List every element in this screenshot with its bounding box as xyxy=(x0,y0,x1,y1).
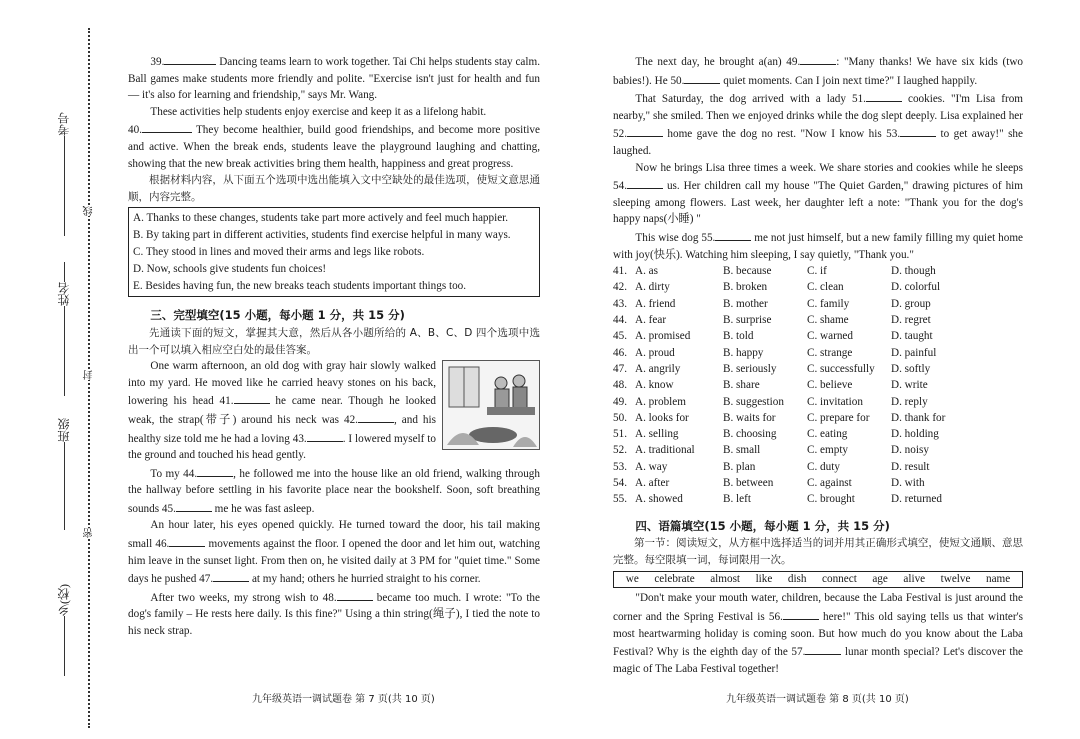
answer-blank-49 xyxy=(800,52,836,65)
choice-b: B. told xyxy=(723,330,754,343)
story-paragraph-5 xyxy=(613,52,1023,89)
choice-b: B. waits for xyxy=(723,411,776,424)
choice-b: B. seriously xyxy=(723,362,777,375)
answer-blank-43 xyxy=(307,429,343,442)
question-number: 53. xyxy=(613,460,627,473)
option-d: D. Now, schools give students fun choices! xyxy=(133,263,327,276)
question-row xyxy=(613,279,1023,295)
story-paragraph-2 xyxy=(128,464,540,518)
question-options-table xyxy=(613,263,1023,507)
word-bank-item: alive xyxy=(903,573,926,586)
choice-d: D. with xyxy=(891,476,925,489)
choice-d: D. noisy xyxy=(891,444,929,457)
question-row xyxy=(613,312,1023,328)
word-bank-item: age xyxy=(872,573,888,586)
footer-page-7: 九年级英语一调试题卷 第 7 页(共 10 页) xyxy=(252,694,435,705)
answer-blank-45 xyxy=(176,499,212,512)
name-line-top xyxy=(64,262,65,282)
exam-number-label: 考号 xyxy=(57,112,71,136)
story-paragraph-4 xyxy=(128,588,540,640)
option-b: B. By taking part in different activities, students find exercise helpful in many ways. xyxy=(133,229,511,242)
answer-blank-54 xyxy=(627,176,663,189)
choice-a: A. after xyxy=(635,476,670,489)
options-box xyxy=(128,207,540,297)
question-row xyxy=(613,442,1023,458)
section-4-title-text: 四、语篇填空(15 小题，每小题 1 分，共 15 分) xyxy=(635,518,890,533)
story-p1-text-b: he came near. Though he looked weak, the strap(带子) around his neck was 42. xyxy=(128,395,436,426)
section-3-title xyxy=(128,307,540,325)
cloze-story xyxy=(128,358,540,640)
laba-text-c: lunar month special? Let's discover the magic of The Laba Festival together! xyxy=(613,646,1024,675)
q40-number: 40. xyxy=(128,124,142,137)
story-p6-text-d: to get away!" she laughed. xyxy=(613,128,1023,157)
choice-d: D. returned xyxy=(891,493,942,506)
question-row xyxy=(613,491,1023,507)
story-p1-text-c: , and his healthy size told me he had a loving 43. xyxy=(128,413,436,445)
choice-a: A. way xyxy=(635,460,668,473)
answer-blank-39 xyxy=(164,52,216,65)
question-row xyxy=(613,296,1023,312)
choice-b: B. surprise xyxy=(723,314,772,327)
name-label: 姓名 xyxy=(57,282,71,306)
answer-blank-41 xyxy=(234,391,270,404)
laba-paragraph xyxy=(613,590,1023,677)
answer-blank-42 xyxy=(358,410,394,423)
paragraph-40-text: They become healthier, build good friendships, and become more positive and active. When the break ends, students leave the playground laughing and chatting, showing that the new break activities bring them health, happiness and great progress. xyxy=(128,124,540,170)
word-bank-box xyxy=(613,571,1023,588)
word-bank-item: name xyxy=(986,573,1011,586)
question-row xyxy=(613,475,1023,491)
section-3-instruction: 先通读下面的短文，掌握其大意，然后从各小题所给的 A、B、C、D 四个选项中选出一个可以填入相应空白处的最佳答案。 xyxy=(128,326,540,356)
choice-d: D. result xyxy=(891,460,930,473)
word-bank-item: connect xyxy=(822,573,857,586)
story-p3-text-a: An hour later, his eyes opened quickly. He turned toward the door, his tail making small 46. xyxy=(128,519,540,551)
choice-d: D. holding xyxy=(891,428,939,441)
choice-a: A. looks for xyxy=(635,411,689,424)
question-number: 51. xyxy=(613,428,627,441)
choice-d: D. write xyxy=(891,379,928,392)
choice-c: C. successfully xyxy=(807,362,875,375)
choice-d: D. softly xyxy=(891,362,931,375)
answer-blank-50 xyxy=(684,71,720,84)
choice-b: B. plan xyxy=(723,460,756,473)
choice-c: C. prepare for xyxy=(807,411,870,424)
answer-blank-56 xyxy=(783,607,819,620)
page-8-column xyxy=(613,52,1023,677)
choice-d: D. colorful xyxy=(891,281,941,294)
word-bank-item: celebrate xyxy=(654,573,695,586)
choice-b: B. because xyxy=(723,265,772,278)
story-p6-text-c: home gave the dog no rest. "Now I know his 53. xyxy=(662,128,901,141)
question-row xyxy=(613,263,1023,279)
story-p1-text-d: . I lowered myself to the ground and touched his head gently. xyxy=(128,432,436,462)
question-number: 47. xyxy=(613,362,627,375)
story-p5-text-a: The next day, he brought a(an) 49. xyxy=(635,56,801,68)
answer-blank-47 xyxy=(213,569,249,582)
answer-blank-52 xyxy=(627,124,663,137)
option-a: A. Thanks to these changes, students take part more actively and feel much happier. xyxy=(133,212,509,225)
seal-char-seal: 封 xyxy=(84,370,95,380)
story-paragraph-6 xyxy=(613,89,1023,159)
choice-c: C. believe xyxy=(807,379,853,392)
question-number: 44. xyxy=(613,314,627,327)
choice-b: B. mother xyxy=(723,297,768,310)
paragraph-39-text: Dancing teams learn to work together. Tai Chi helps students stay calm. Ball games make students more friendly and polite. "Exercise isn't just for health and fun — it's also for learning and friendship," says Mr. Wang. xyxy=(128,56,540,102)
choice-c: C. empty xyxy=(807,444,849,457)
answer-blank-57 xyxy=(805,642,841,655)
school-field xyxy=(54,584,74,676)
section-4-title xyxy=(613,518,1023,536)
word-bank-item: almost xyxy=(710,573,741,586)
story-p4-text-b: became too much. I wrote: "To the dog's family – He rests here daily. Is this fine?" Using a thin string(绳子), I tied the note to his neck strap. xyxy=(128,591,540,638)
answer-blank-46 xyxy=(169,534,205,547)
paragraph-39 xyxy=(128,52,540,104)
choice-a: A. as xyxy=(635,265,658,278)
binding-margin xyxy=(0,0,118,739)
choice-c: C. against xyxy=(807,476,852,489)
section-4-instruction: 第一节：阅读短文，从方框中选择适当的词并用其正确形式填空，使短文通顺、意思完整。每空限填一词，每词限用一次。 xyxy=(613,537,1023,566)
answer-blank-48 xyxy=(337,588,373,601)
question-row xyxy=(613,426,1023,442)
story-p2-text-c: me he was fast asleep. xyxy=(211,502,315,515)
question-number: 45. xyxy=(613,330,627,343)
choice-c: C. clean xyxy=(807,281,844,294)
choice-a: A. friend xyxy=(635,297,676,310)
choice-c: C. shame xyxy=(807,314,849,327)
story-p2-text-a: To my 44. xyxy=(150,467,198,480)
choice-c: C. if xyxy=(807,265,827,278)
question-row xyxy=(613,459,1023,475)
answer-blank-51 xyxy=(866,89,902,102)
question-number: 49. xyxy=(613,395,627,408)
choice-b: B. broken xyxy=(723,281,768,294)
story-p1-text-a: One warm afternoon, an old dog with gray hair slowly walked into my yard. He moved like he carried heavy stones on his back, lowering his head 41. xyxy=(128,360,436,408)
choice-a: A. angrily xyxy=(635,362,681,375)
story-p6-text-a: That Saturday, the dog arrived with a lady 51. xyxy=(635,93,866,106)
answer-blank-44 xyxy=(197,464,233,477)
question-row xyxy=(613,410,1023,426)
question-row xyxy=(613,361,1023,377)
answer-blank-55 xyxy=(715,228,751,241)
choice-d: D. group xyxy=(891,297,931,310)
choice-d: D. painful xyxy=(891,346,937,359)
choice-b: B. left xyxy=(723,493,751,506)
section-3-title-text: 三、完型填空(15 小题，每小题 1 分，共 15 分) xyxy=(150,308,405,323)
choice-a: A. fear xyxy=(635,314,667,327)
choice-c: C. duty xyxy=(807,460,840,473)
question-row xyxy=(613,328,1023,344)
answer-blank-40 xyxy=(142,120,192,133)
choice-c: C. invitation xyxy=(807,395,863,408)
story-p6-text-b: cookies. "I'm Lisa from nearby," she smiled. Then we enjoyed drinks while the dog slept deeply. Lisa explained her 52. xyxy=(613,93,1023,141)
choice-a: A. promised xyxy=(635,330,691,343)
question-number: 48. xyxy=(613,379,627,392)
seal-char-line: 线 xyxy=(84,206,95,216)
choice-a: A. problem xyxy=(635,395,686,408)
school-label: 乡(校) xyxy=(57,584,71,616)
story-p7-text-b: us. Her children call my house "The Quiet Garden," drawing pictures of him sleeping among flowers. Last week, her daughter left a note: "Thank you for the dog's happy naps(小睡) " xyxy=(613,180,1023,226)
choice-a: A. dirty xyxy=(635,281,670,294)
page-7-column xyxy=(128,52,540,640)
name-field xyxy=(54,262,74,396)
exam-number-field xyxy=(54,112,74,236)
story-p2-text-b: , he followed me into the house like an old friend, walking through the hallway before settling in his favorite place near the bookshelf. Soon, soft breathing sounds 45. xyxy=(128,467,540,515)
word-bank-item: twelve xyxy=(940,573,971,586)
laba-text-a: "Don't make your mouth water, children, because the Laba Festival is just around the corner and the Spring Festival is 56. xyxy=(613,592,1023,623)
choice-c: C. brought xyxy=(807,493,855,506)
question-number: 42. xyxy=(613,281,627,294)
choice-b: B. small xyxy=(723,444,761,457)
paragraph-40 xyxy=(128,120,540,172)
story-p4-text-a: After two weeks, my strong wish to 48. xyxy=(150,591,337,604)
choice-a: A. proud xyxy=(635,346,675,359)
story-paragraph-7 xyxy=(613,160,1023,228)
question-number: 52. xyxy=(613,444,627,457)
exam-number-line xyxy=(64,136,65,236)
choice-d: D. thank for xyxy=(891,411,946,424)
word-bank-item: we xyxy=(625,573,639,586)
question-number: 46. xyxy=(613,346,627,359)
choice-d: D. though xyxy=(891,265,936,278)
question-number: 43. xyxy=(613,297,627,310)
choice-b: B. happy xyxy=(723,346,764,359)
choice-b: B. suggestion xyxy=(723,395,784,408)
reading-instruction: 根据材料内容，从下面五个选项中选出能填入文中空缺处的最佳选项，使短文意思通顺，内容完整。 xyxy=(128,174,540,203)
paragraph-habit: These activities help students enjoy exercise and keep it as a lifelong habit. xyxy=(150,105,487,118)
option-e: E. Besides having fun, the new breaks teach students important things too. xyxy=(133,280,467,293)
question-row xyxy=(613,394,1023,410)
q39-number: 39. xyxy=(150,56,165,68)
question-row xyxy=(613,345,1023,361)
story-p5-text-b: : "Many thanks! We have six kids (two babies!). He 50. xyxy=(613,56,1024,87)
choice-a: A. traditional xyxy=(635,444,695,457)
seal-char-secret: 密 xyxy=(84,528,95,538)
question-number: 54. xyxy=(613,476,627,489)
choice-c: C. strange xyxy=(807,346,853,359)
story-p3-text-b: movements against the floor. I opened the door and let him out, watching him leave in the sunset light. From then on, he visited daily at 3 PM for "quiet time." Some days he pushed 47. xyxy=(128,538,540,586)
story-illustration xyxy=(442,360,540,450)
class-line xyxy=(64,442,65,530)
question-row xyxy=(613,377,1023,393)
word-bank-item: dish xyxy=(787,573,807,586)
name-line xyxy=(64,306,65,396)
school-line xyxy=(64,616,65,676)
choice-d: D. taught xyxy=(891,330,933,343)
choice-a: A. selling xyxy=(635,428,679,441)
choice-d: D. reply xyxy=(891,395,928,408)
class-label: 班级 xyxy=(57,418,71,442)
question-number: 55. xyxy=(613,493,627,506)
story-p3-text-c: at my hand; others he hurried straight to his corner. xyxy=(249,573,481,586)
choice-a: A. know xyxy=(635,379,674,392)
choice-c: C. warned xyxy=(807,330,853,343)
story-paragraph-8 xyxy=(613,228,1023,263)
story-p5-text-c: quiet moments. Can I join next time?" I laughed happily. xyxy=(720,74,978,87)
question-number: 41. xyxy=(613,265,627,278)
question-number: 50. xyxy=(613,411,627,424)
choice-c: C. eating xyxy=(807,428,848,441)
choice-b: B. choosing xyxy=(723,428,777,441)
answer-blank-53 xyxy=(900,124,936,137)
choice-a: A. showed xyxy=(635,493,683,506)
story-p7-text-a: Now he brings Lisa three times a week. We share stories and cookies while he sleeps 54. xyxy=(613,161,1023,193)
choice-d: D. regret xyxy=(891,314,931,327)
footer-page-8: 九年级英语一调试题卷 第 8 页(共 10 页) xyxy=(726,694,909,705)
choice-b: B. share xyxy=(723,379,760,392)
word-bank-item: like xyxy=(755,573,773,586)
option-c: C. They stood in lines and moved their arms and legs like robots. xyxy=(133,246,425,259)
class-field xyxy=(54,418,74,530)
story-paragraph-3 xyxy=(128,517,540,587)
choice-b: B. between xyxy=(723,476,774,489)
story-p8-text-b: me not just himself, but a new family filling my quiet home with joy(快乐). Watching him sleeping, I say quietly, "Thank you." xyxy=(613,231,1023,261)
story-p8-text-a: This wise dog 55. xyxy=(635,231,716,244)
choice-c: C. family xyxy=(807,297,850,310)
laba-text-b: here!" This old saying tells us that winter's most heartwarming holiday is coming soon. But how much do you know about the Laba Festival? Why is the eighth day of the 57. xyxy=(613,610,1023,659)
